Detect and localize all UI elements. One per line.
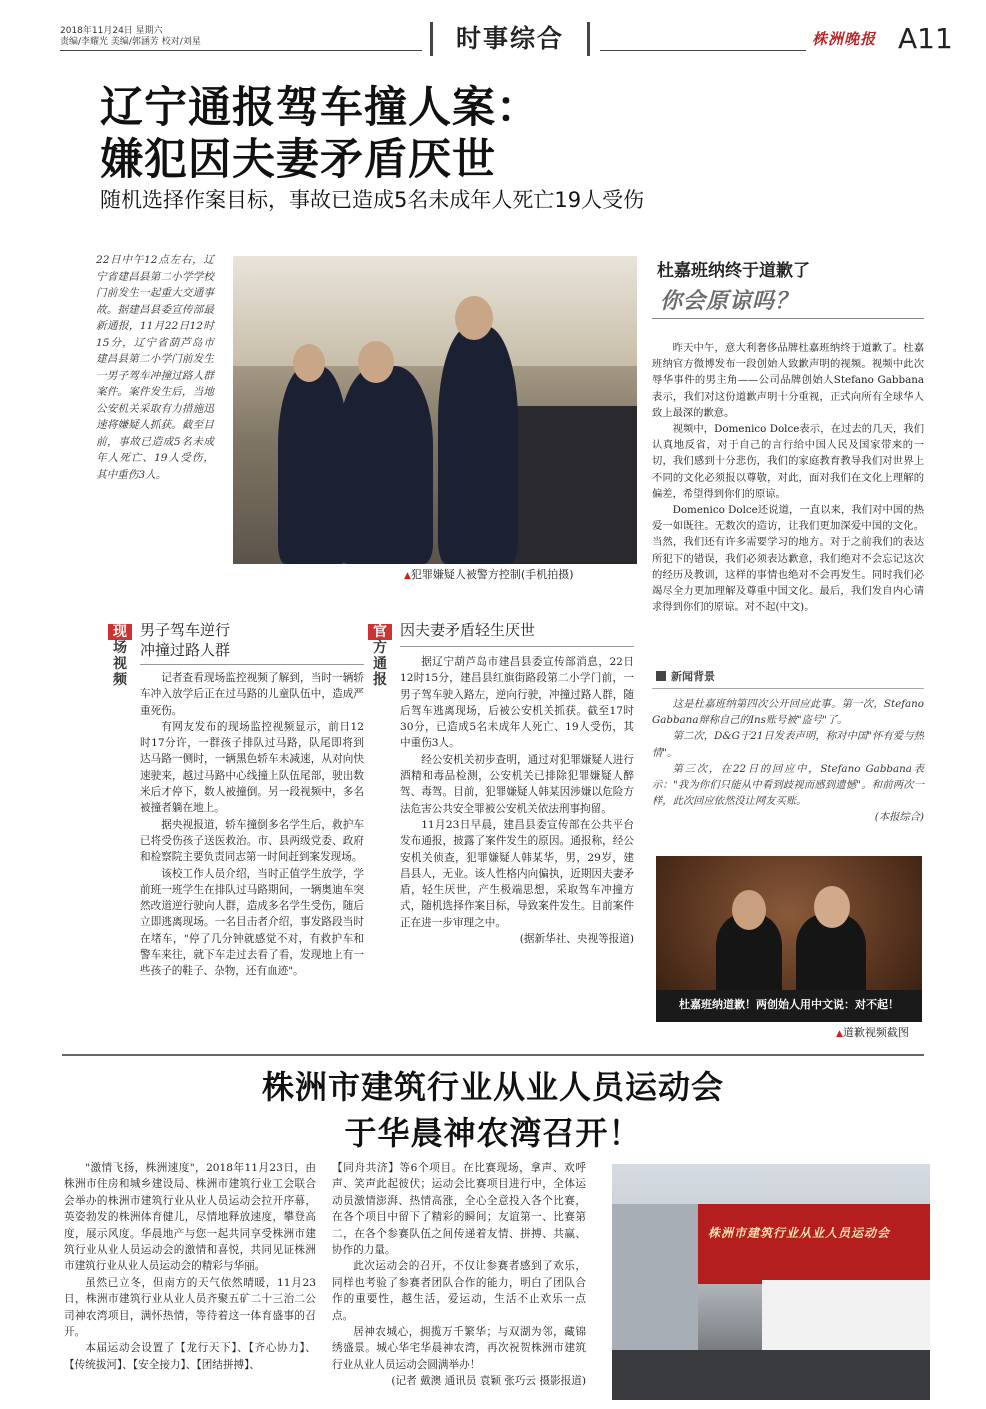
photo-suspect-head [358, 341, 394, 383]
section-title: 时事综合 [455, 24, 564, 53]
bottom-headline: 株洲市建筑行业从业人员运动会 于华晨神农湾召开！ [261, 1068, 724, 1152]
news-background: 这是杜嘉班纳第四次公开回应此事。第一次，Stefano Gabbana辩称自己的Ins账号被"盗号"了。 第二次，D&G于21日发表声明，称对中国"怀有爱与热情"。 第三次，在22日的回应中，Stefano Gabbana表示："我为你们只能从中看到歧视而感到遗憾"。和前两次一样，此次回应依然没让网友买账。 (本报综合) [652, 696, 924, 826]
tag-official-report: 官 方 通 报 [368, 624, 392, 688]
col-a-body: 记者查看现场监控视频了解到，当时一辆轿车冲入放学后正在过马路的儿童队伍中，造成严重死伤。 有网友发布的现场监控视频显示，前日12时17分许，一群孩子排队过马路，队尾即将到达马路一侧时，一辆黑色轿车未减速，从对向快速驶来，越过马路中心线撞上队伍尾部，驶出数米后才停下，数人被撞倒。另一段视频中，多名被撞者躺在地上。 据央视报道，轿车撞倒多名学生后，救护车已将受伤孩子送医救治。市、县两级党委、政府和检察院主要负责同志第一时间赶到案发现场。 该校工作人员介绍，当时正值学生放学，学前班一班学生在排队过马路期间，一辆奥迪车突然改道逆行驶向人群，造成多名学生受伤，随后立即逃离现场。一名目击者介绍，事发路段当时在堵车，"停了几分钟就感觉不对，有救护车和警车来往，就下车走过去看了看，发现地上有一些孩子的鞋子、杂物，还有血迹"。 [140, 672, 364, 978]
photo-stage [612, 1350, 930, 1400]
section-box [430, 22, 590, 56]
col-b-rule [400, 646, 634, 647]
photo-officer-head [455, 296, 493, 340]
col-b-heading: 因夫妻矛盾轻生厌世 [400, 621, 536, 639]
photo-sky [233, 256, 637, 366]
video-caption-text: 杜嘉班纳道歉！两创始人用中文说：对不起！ [679, 998, 899, 1011]
main-subheadline: 随机选择作案目标，事故已造成5名未成年人死亡19人受伤 [100, 188, 645, 212]
photo-person-left-head [732, 890, 766, 930]
photo-board [762, 1280, 930, 1350]
bottom-credit: (记者 戴澳 通讯员 袁颖 张巧云 摄影报道) [391, 1375, 586, 1388]
apology-video-screenshot [656, 856, 922, 1022]
masthead-rule-right [600, 50, 806, 51]
photo-banner [698, 1204, 930, 1284]
side-title: 杜嘉班纳终于道歉了 [657, 261, 810, 281]
news-background-label: 新闻背景 [656, 668, 715, 684]
tag-scene-video: 现 场 视 频 [108, 624, 132, 688]
news-photo-arrest [233, 256, 637, 564]
side-rule [652, 318, 924, 319]
masthead-date: 2018年11月24日 星期六 责编/李耀光 美编/郭涵芳 校对/刘星 [60, 26, 201, 47]
photo-caption-video: ▲道歉视频截图 [836, 1026, 909, 1039]
photo-officer-left-head [293, 344, 325, 382]
col-b-source: (据新华社、央视等报道) [519, 933, 634, 946]
side-subtitle: 你会原谅吗？ [660, 289, 799, 314]
main-headline: 辽宁通报驾车撞人案： 嫌犯因夫妻矛盾厌世 [100, 83, 540, 185]
photo-building [612, 1204, 698, 1354]
photo-person-right-head [814, 886, 850, 928]
page-number: A11 [898, 22, 953, 55]
photo-officer-left [278, 366, 348, 564]
side-article: 昨天中午，意大利奢侈品牌杜嘉班纳终于道歉了。杜嘉班纳官方微博发布一段创始人致歉声明的视频。视频中此次辱华事件的男主角——公司品牌创始人Stefano Gabbana表示，我们对这份道歉声明十分重视，正式向所有全球华人致上最深的歉意。 视频中，Domenico Dolce表示，在过去的几天，我们认真地反省，对于自己的言行给中国人民及国家带来的一切，我们感到十分悲伤，我们的家庭教育教导我们对世界上不同的文化必须报以尊敬，对此，面对我们在文化上理解的偏差，希望得到你们的原谅。 Domenico Dolce还说道，一直以来，我们对中国的热爱一如既往。无数次的造访，让我们更加深爱中国的文化。当然，我们还有许多需要学习的地方。对于之前我们的表达所犯下的错误，我们必须表达歉意，我们绝对不会忘记这次的经历及教训，这样的事情也绝对不会再发生。同时我们必竭尽全力更加理解及尊重中国文化。最后，我们发自内心请求得到你们的原谅。对不起(中文)。 [652, 342, 924, 614]
sports-meet-photo [612, 1164, 930, 1400]
photo-suspect [338, 366, 433, 564]
photo-caption-arrest: ▲犯罪嫌疑人被警方控制(手机拍摄) [404, 568, 574, 581]
photo-banner-text: 株洲市建筑行业从业人员运动会 [708, 1226, 891, 1240]
masthead-rule-left [60, 50, 422, 51]
lead-paragraph: 22日中午12点左右，辽宁省建昌县第二小学学校门前发生一起重大交通事故。据建昌县委宣传部最新通报，11月22日12时15分，辽宁省葫芦岛市建昌县第二小学门前发生一男子驾车冲撞过路人群案件。案件发生后，当地公安机关采取有力措施迅速将嫌疑人抓获。截至目前，事故已造成5名未成年人死亡、19人受伤，其中重伤3人。 [96, 254, 214, 481]
col-a-heading: 男子驾车逆行 冲撞过路人群 [140, 621, 231, 659]
col-a-rule [140, 664, 364, 665]
col-b-body: 据辽宁葫芦岛市建昌县委宣传部消息，22日12时15分，建昌县红旗街路段第二小学门前，一男子驾车驶入路左，逆向行驶，冲撞过路人群，随后驾车逃离现场，后被公安机关抓获。截至17时30分，已造成5名未成年人死亡、19人受伤，其中重伤3人。 经公安机关初步查明，通过对犯罪嫌疑人进行酒精和毒品检测，公安机关已排除犯罪嫌疑人醉驾、毒驾。目前，犯罪嫌疑人韩某因涉嫌以危险方法危害公共安全罪被公安机关依法刑事拘留。 11月23日早晨，建昌县委宣传部在公共平台发布通报，披露了案件发生的原因。通报称，经公安机关侦查，犯罪嫌疑人韩某华，男，29岁，建昌县人，无业。该人性格内向偏执，近期因夫妻矛盾，轻生厌世，产生极端思想，采取驾车冲撞方式，随机选择作案目标，导致案件发生。目前案件正在进一步审理之中。 (据新华社、央视等报道) [400, 654, 634, 947]
bottom-col-1: "激情飞扬，株洲速度"，2018年11月23日，由株洲市住房和城乡建设局、株洲市建筑行业工会联合会举办的株洲市建筑行业从业人员运动会拉开序幕，英姿勃发的株洲体育健儿，尽情地释放速度，攀登高度，展示风度。华晨地产与您一起共同享受株洲市建筑行业从业人员运动会的激情和喜悦，共同见证株洲市建筑行业从业人员运动会的精彩与华丽。 虽然已立冬，但南方的天气依然晴暖，11月23日，株洲市建筑行业从业人员齐聚五矿二十三治二公司神农湾项目，满怀热情，等待着这一体育盛事的召开。 本届运动会设置了【龙行天下】、【齐心协力】、【传统拔河】、【安全接力】、【团结拼搏】、 [64, 1162, 316, 1371]
bottom-section-rule [62, 1054, 924, 1056]
news-background-source: (本报综合) [874, 811, 924, 824]
news-background-rule [652, 688, 924, 689]
newspaper-logo: 株洲晚报 [812, 30, 877, 48]
photo-officer [438, 326, 518, 564]
bottom-col-2: 【同舟共济】等6个项目。在比赛现场，拿声、欢呼声、笑声此起彼伏；运动会比赛项目进行中，全体运动员激情澎湃、热情高涨，全心全意投入各个比赛，在各个项目中留下了精彩的瞬间；友谊第一、比赛第二，在各个参赛队伍之间传递着友情、拼搏、共赢、协作的力量。 此次运动会的召开，不仅让参赛者感到了欢乐，同样也考验了参赛者团队合作的能力，明白了团队合作的重要性，越生活，爱运动，生活不止欢乐一点点。 居神农城心，拥揽万千繁华；与双湖为邻，藏锦绣盛景。城心华宅华晨神农湾，再次祝贺株洲市建筑行业从业人员运动会圆满举办！ (记者 戴澳 通讯员 袁颖 张巧云 摄影报道) [332, 1160, 586, 1390]
